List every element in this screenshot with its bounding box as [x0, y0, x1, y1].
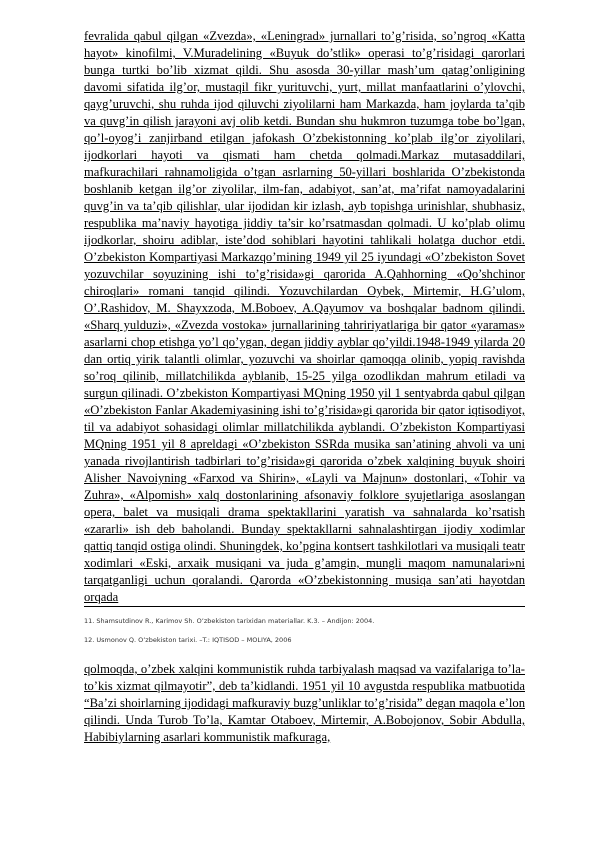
- footnote-separator: [84, 606, 525, 607]
- footnotes: [84, 617, 525, 645]
- footnote-12: 12. Usmonov Q. O’zbekiston tarixi. –T.: IQTISOD – MOLIYA, 2006: [84, 636, 292, 644]
- body-paragraph-2: [84, 661, 525, 746]
- paragraph-2-text: qolmoqda, o’zbek xalqini kommunistik ruhda tarbiyalash maqsad va vazifalariga to’la-to’kis xizmat qilmayotir”, deb ta’kidlandi. 1951 yil 10 avgustda respublika matbuotida “Ba’zi shoirlarning ijodidagi mafkuraviy buzg’unliklar to’g’risida” degan maqola e’lon qilindi. Unda Turob To’la, Kamtar Otaboev, Mirtemir, A.Bobojonov, Sobir Abdulla, Habibiylarning asarlari kommunistik mafkuraga,: [84, 662, 525, 744]
- paragraph-1-text: fevralida qabul qilgan «Zvezda», «Leningrad» jurnallari to’g’risida, so’ngroq «Katta hayot» kinofilmi, V.Muradelining «Buyuk do’stlik» operasi to’g’risidagi qarorlari bunga turtki bo’lib xizmat qildi. Shu asosda 30-yillar mash’um qatag’onligining davomi sifatida ilg’or, mustaqil fikr yurituvchi, yurt, millat manfaatlarini o’ylovchi, qayg’uruvchi, shu ruhda ijod qiluvchi ziyolilarni ham Markazda, ham joylarda ta’qib va quvg’in qilish jarayoni avj olib ketdi. Bundan shu hukmron tuzumga tobe bo’lgan, qo’l-oyog’i zanjirband etilgan jafokash O’zbekistonning ko’plab ilg’or ziyolilari, ijodkorlari hayoti va qismati ham chetda qolmadi.Markaz mutasaddilari, mafkurachilari rahnamoligida o’tgan asrlarning 50-yillari boshlarida O’zbekistonda boshlanib ketgan ilg’or ziyolilar, ilm-fan, adabiyot, san’at, ma’rifat namoyadalarini quvg’in va ta’qib qilishlar, ular ijodidan kir izlash, ayb topishga urinishlar, shubhasiz, respublika ma’naviy hayotiga jiddiy ta’sir ko’rsatmasdan qolmadi. U ko’plab olimu ijodkorlar, shoiru adiblar, iste’dod sohiblari hayotini tahlikali holatga duchor etdi. O’zbekiston Kompartiyasi Markazqo’mining 1949 yil 25 iyundagi «O’zbekiston Sovet yozuvchilar soyuzining ishi to’g’risida»gi qarorida A.Qahhorning «Qo’shchinor chiroqlari» romani tanqid qilindi. Yozuvchilardan Oybek, Mirtemir, H.G’ulom, O’.Rashidov, M. Shayxzoda, M.Boboev, A.Qayumov va boshqalar badnom qilindi. «Sharq yulduzi», «Zvezda vostoka» jurnallarining tahririyatlariga bir qator «yaramas» asarlarni chop etishga yo’l qo’ygan, degan jiddiy ayblar qo’yildi.1948-1949 yilarda 20 dan ortiq yirik talantli olimlar, yozuvchi va shoirlar qamoqqa olinib, yopiq ravishda so’roq qilinib, millatchilikda ayblanib, 15-25 yilga ozodlikdan mahrum etiladi va surgun qilinadi. O’zbekiston Kompartiyasi MQning 1950 yil 1 sentyabrda qabul qilgan «O’zbekiston Fanlar Akademiyasining ishi to’g’risida»gi qarorida bir qator iqtisodiyot, til va adabiyot sohasidagi olimlar millatchilikda ayblandi. O’zbekiston Kompartiyasi MQning 1951 yil 8 apreldagi «O’zbekiston SSRda musika san’atining ahvoli va uni yanada rivojlantirish tadbirlari to’g’risida»gi qarorida o’zbek xalqining buyuk shoiri Alisher Navoiyning «Farxod va Shirin», «Layli va Majnun» dostonlari, «Tohir va Zuhra», «Alpomish» xalq dostonlarining afsonaviy folklore syujetlariga asoslangan opera, balet va musiqali drama spektakllarini yaratish va sahnalarda ko’rsatish «zararli» ish deb baholandi. Bunday spektakllarni sahnalashtirgan ijodiy xodimlar qattiq tanqid ostiga olindi. Shuningdek, ko’pgina kontsert tashkilotlari va musiqali teatr xodimlari «Eski, arxaik musiqani va juda g’amgin, mungli maqom namunalari»ni tarqatganligi uchun qoralandi. Qarorda «O’zbekistonning musiqa san’ati hayotdan orqada: [84, 29, 525, 604]
- document-page: [84, 28, 525, 746]
- footnote-11: 11. Shamsutdinov R., Karimov Sh. O’zbekiston tarixidan materiallar. K.3. – Andijon: 2004.: [84, 617, 375, 625]
- body-paragraph-1: [84, 28, 525, 606]
